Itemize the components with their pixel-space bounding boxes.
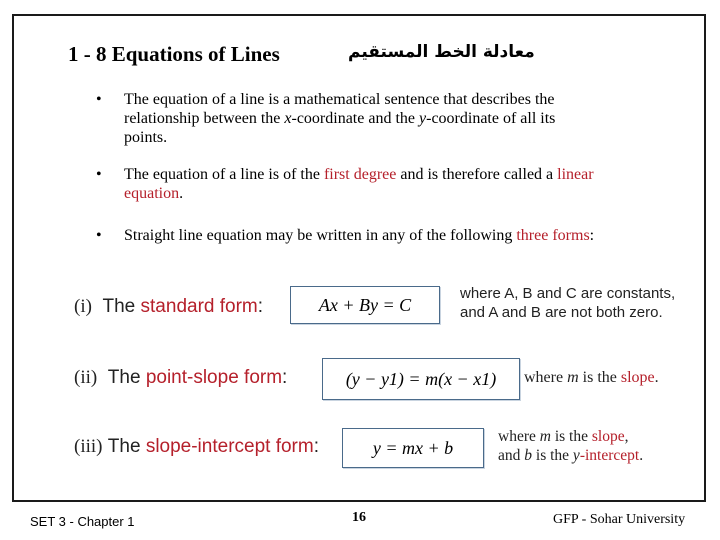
standard-form-equation: Ax + By = C: [290, 286, 440, 324]
point-slope-form-note: where m is the slope.: [524, 369, 659, 386]
point-slope-form-label: (ii) The point-slope form:: [74, 367, 288, 388]
bullet-1-line-1: The equation of a line is a mathematical sentence that describes the: [124, 91, 555, 108]
point-slope-form-equation: (y − y1) = m(x − x1): [322, 358, 520, 400]
bullet-2-line-2: equation.: [124, 185, 184, 202]
slope-intercept-form-note: where m is the slope, and b is the y-intercept.: [498, 428, 644, 464]
bullet-1-line-2: relationship between the x-coordinate and the y-coordinate of all its: [124, 110, 556, 127]
bullet-3-line-1: Straight line equation may be written in any of the following three forms:: [124, 227, 595, 244]
bullet-2-line-1: The equation of a line is of the first degree and is therefore called a linear: [124, 166, 594, 183]
slope-intercept-form-label: (iii) The slope-intercept form:: [74, 436, 319, 457]
bullet-marker: •: [96, 91, 102, 108]
standard-form-label: (i) The standard form:: [74, 296, 264, 317]
slope-intercept-form-equation: y = mx + b: [342, 428, 484, 468]
bullet-1-line-3: points.: [124, 129, 168, 146]
bullet-marker: •: [96, 227, 102, 244]
page-number: 16: [352, 510, 366, 525]
slide-title-arabic: معادلة الخط المستقيم: [348, 42, 535, 62]
footer-university: GFP - Sohar University: [553, 512, 686, 527]
standard-form-note: where A, B and C are constants, and A and B are not both zero.: [460, 285, 676, 321]
footer-chapter: SET 3 - Chapter 1: [30, 514, 135, 529]
bullet-marker: •: [96, 166, 102, 183]
slide-title: 1 - 8 Equations of Lines: [68, 42, 280, 66]
